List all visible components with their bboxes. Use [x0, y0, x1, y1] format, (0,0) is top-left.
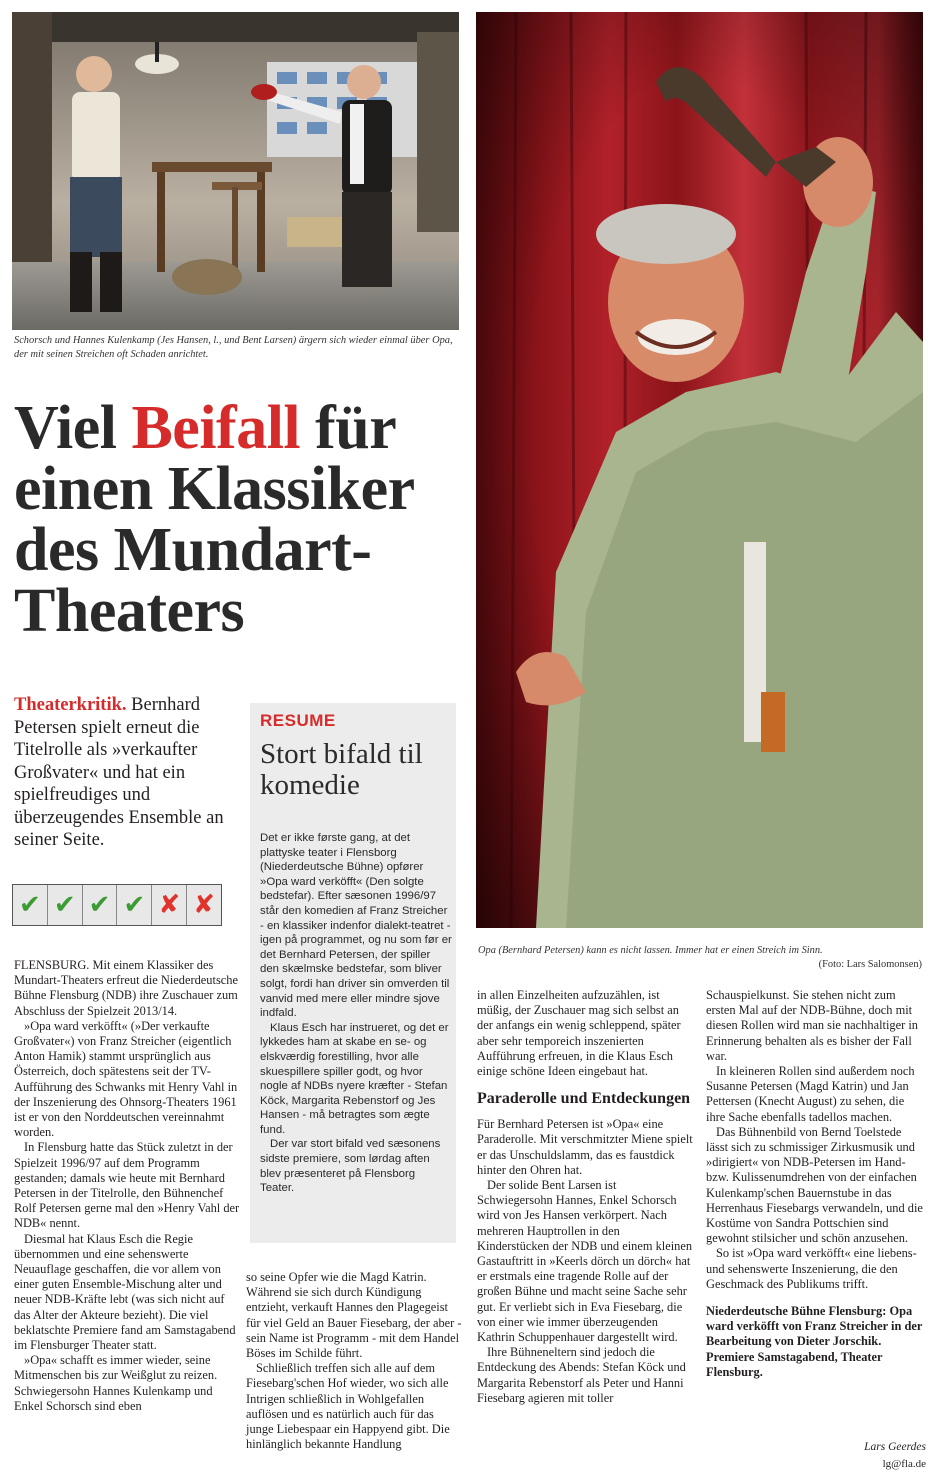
article-paragraph: Für Bernhard Petersen ist »Opa« eine Paraderolle. Mit verschmitzter Miene spielt er das Unschuldslamm, das es faustdick hinter den Ohren hat. [477, 1117, 693, 1177]
article-paragraph: So ist »Opa ward verköfft« eine liebens- und sehenswerte Inszenierung, die den Geschmack des Publikums trifft. [706, 1246, 917, 1291]
article-column-2 [246, 1270, 464, 1452]
photo-credit: (Foto: Lars Salomonsen) [818, 959, 922, 970]
article-paragraph: Diesmal hat Klaus Esch die Regie übernommen und eine sehenswerte Neuauflage geschaffen, die vor allem von einer guten Ensemble-Mischung alter und neuer NDB-Kräfte lebt (was sich nicht auf das Alter der Akteure bezieht). Die viel beklatschte Premiere fand am Samstagabend im Flensburger Theater statt. [14, 1231, 236, 1353]
article-paragraph: so seine Opfer wie die Magd Katrin. Während sie sich durch Kündigung entzieht, verkauft Hannes den Plagegeist für viel Geld an Bauer Fiesebarg, der aber - sein Name ist Programm - mit dem Handel Böses im Schilde führt. [246, 1270, 462, 1361]
main-photo-caption: Opa (Bernhard Petersen) kann es nicht lassen. Immer hat er einen Streich im Sinn. [478, 945, 823, 956]
article-paragraph: FLENSBURG. Mit einem Klassiker des Mundart-Theaters erfreut die Niederdeutsche Bühne Flensburg (NDB) ihre Zuschauer zum Abschluss der Spielzeit 2013/14. [14, 958, 238, 1018]
kicker-text: Bernhard Petersen spielt erneut die Titelrolle als »verkaufter Großvater« und hat ein spielfreudiges und überzeugendes Ensemble an seiner Seite. [14, 695, 224, 850]
production-info: Niederdeutsche Bühne Flensburg: Opa ward verköfft von Franz Streicher in der Bearbeitung von Dieter Jorschik. Premiere Samstagabend, Theater Flensburg. [706, 1304, 923, 1379]
rating-check-icon: ✔ [117, 885, 152, 925]
resume-label: RESUME [260, 711, 336, 730]
article-paragraph: Schließlich treffen sich alle auf dem Fiesebarg'schen Hof wieder, wo sich alle Intrigen schließlich in Wohlgefallen auflösen und es natürlich auch für das junge Liebespaar ein Happyend gibt. Die hinlänglich bekannte Handlung [246, 1361, 450, 1452]
article-paragraph: Der solide Bent Larsen ist Schwiegersohn Hannes, Enkel Schorsch wird von Jes Hansen verkörpert. Nach mehreren Hauptrollen in den Kinderstücken der NDB und einem kleinen Gastauftritt in »Keerls dörch un dörch« hat er erstmals eine tragende Rolle auf der großen Bühne und macht seine Sache sehr gut. Er verliebt sich in Eva Fiesebarg, die von einer wie immer überzeugenden Kathrin Schuppenhauer dargestellt wird. [477, 1178, 693, 1345]
author-email[interactable]: lg@fla.de [882, 1458, 926, 1470]
article-paragraph: »Opa ward verköfft« (»Der verkaufte Großvater«) von Franz Streicher (eigentlich Anton Hamik) stammt ursprünglich aus Österreich, doch spätestens seit der TV-Aufführung des Schwanks mit Henry Vahl in der Inszenierung des Ohnsorg-Theaters 1961 ist er von den Norddeutschen vereinnahmt worden. [14, 1018, 238, 1140]
rating-cross-icon: ✘ [152, 885, 187, 925]
headline-highlight: Beifall [131, 394, 301, 462]
rating-check-icon: ✔ [13, 885, 48, 925]
rating-cross-icon: ✘ [193, 890, 215, 920]
rating-check-icon: ✔ [48, 885, 83, 925]
kicker [14, 694, 246, 852]
resume-box [250, 703, 456, 1243]
headline-part2: für einen Klassiker des Mundart-Theaters [14, 394, 414, 645]
resume-paragraph: Der var stort bifald ved sæsonens sidste premiere, som lørdag aften blev præsenteret på Flensborg Teater. [260, 1138, 441, 1195]
rating-box [12, 884, 222, 926]
resume-paragraph: Klaus Esch har instrueret, og det er lykkedes ham at skabe en se- og elskværdig forestilling, hvor alle skuespillere spiller godt, og hvor nogle af NDBs nyere kræfter - Stefan Köck, Margarita Rebenstorf og Jes Hansen - må betragtes som ægte fund. [260, 1021, 449, 1136]
headline-part1: Viel [14, 394, 132, 462]
article-paragraph: In Flensburg hatte das Stück zuletzt in der Spielzeit 1996/97 auf dem Programm gestanden; damals wie heute mit Bernhard Petersen in der Titelrolle, den Bühnenchef Rolf Petersen gerne mal den »Henry Vahl der NDB« nennt. [14, 1140, 240, 1231]
headline [14, 394, 464, 645]
article-column-3 [477, 988, 693, 1406]
article-column-4 [706, 988, 926, 1380]
article-column-1 [14, 958, 240, 1414]
main-photo [476, 12, 923, 928]
resume-paragraph: Det er ikke første gang, at det plattyske teater i Flensborg (Niederdeutsche Bühne) opfører »Opa ward verköfft« (Den solgte bedstefar). Efter sæsonen 1996/97 står den komedien af Franz Streicher - en klassiker indenfor dialekt-teatret - igen på programmet, og nu som før er det Bernhard Petersen, der spiller den skælmske bedstefar, som bliver solgt, fordi han driver sin omverden til vanvid med mere eller mindre sjove indfald. [260, 832, 452, 1020]
resume-title: Stort bifald til komedie [260, 738, 423, 801]
article-subheading: Paraderolle und Entdeckungen [477, 1090, 691, 1108]
stage-photo-caption: Schorsch und Hannes Kulenkamp (Jes Hansen, l., und Bent Larsen) ärgern sich wieder einmal über Opa, der mit seinen Streichen oft Schaden anrichtet. [14, 335, 453, 360]
article-paragraph: in allen Einzelheiten aufzuzählen, ist müßig, der Zuschauer mag sich selbst an der anfangs ein wenig schleppend, später aber sehr temporeich inszenierten Aufführung erfreuen, in die Klaus Esch einige schöne Ideen eingebaut hat. [477, 988, 681, 1079]
article-paragraph: Das Bühnenbild von Bernd Toelstede lässt sich zu schmissiger Zirkusmusik und »dirigiert« von NDB-Petersen im Hand- bzw. Kulissenumdrehen von der einfachen Kulenkamp'schen Bauernstube in das Herrenhaus Fiesebargs verwandeln, und die Kostüme von Sandra Pottschien sind gewohnt stilsicher und schön anzusehen. [706, 1124, 923, 1246]
rating-check-icon: ✔ [83, 885, 118, 925]
article-paragraph: »Opa« schafft es immer wieder, seine Mitmenschen bis zur Weißglut zu reizen. Schwiegersohn Hannes Kulenkamp und Enkel Schorsch sind eben [14, 1353, 218, 1413]
article-paragraph: Schauspielkunst. Sie stehen nicht zum ersten Mal auf der NDB-Bühne, doch mit diesen Rollen wird man sie nachhaltiger in Erinnerung behalten als es bisher der Fall war. [706, 988, 918, 1063]
stage-photo [12, 12, 459, 330]
kicker-label: Theaterkritik. [14, 695, 127, 715]
resume-body [260, 831, 452, 1196]
article-paragraph: In kleineren Rollen sind außerdem noch Susanne Petersen (Magd Katrin) und Jan Pettersen (Knecht August) zu sehen, die ihre Sache ebenfalls tadellos machen. [706, 1064, 915, 1124]
article-paragraph: Ihre Bühneneltern sind jedoch die Entdeckung des Abends: Stefan Köck und Margarita Rebenstorf als Peter und Hanni Fiesebarg agieren mit toller [477, 1345, 686, 1405]
author-name: Lars Geerdes [864, 1441, 926, 1453]
